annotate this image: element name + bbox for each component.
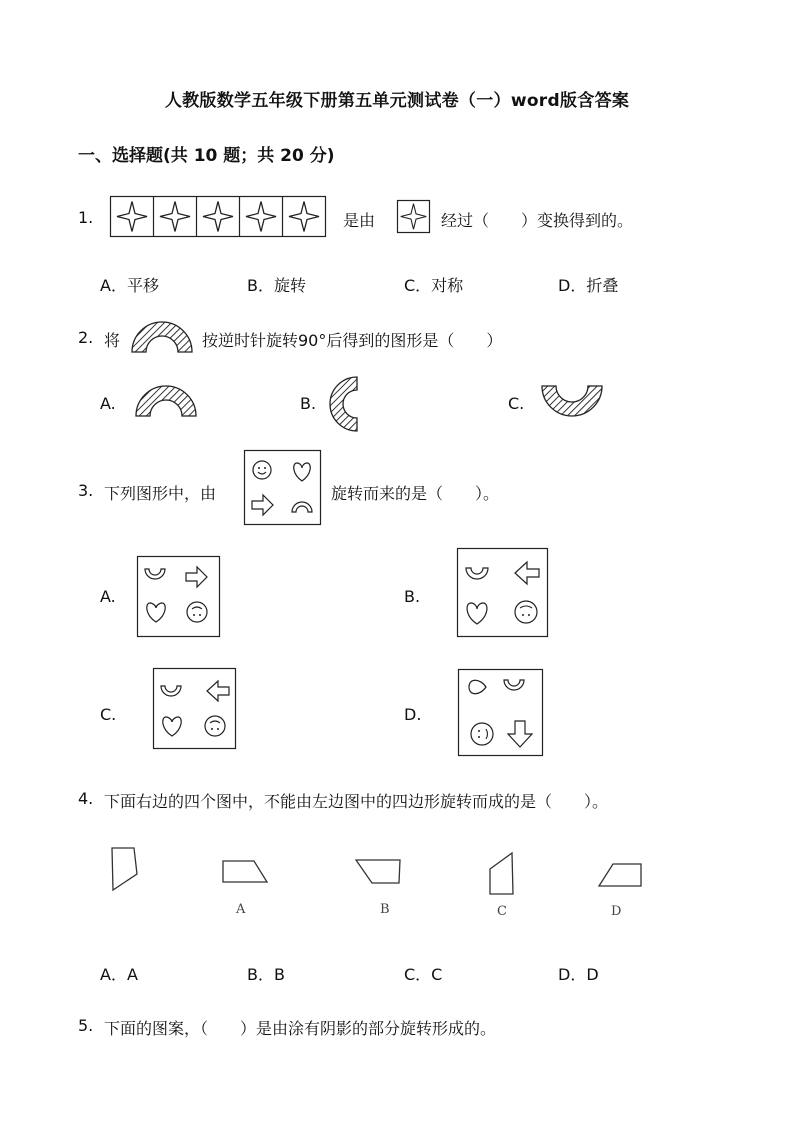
q2-option-b-figure[interactable] [331,376,359,432]
q1-single-star-figure [397,200,431,234]
q2-text-a: 将 [104,331,121,350]
q2-number: 2. [78,328,94,347]
q4-option-b[interactable]: B．B [247,965,285,984]
q3-reference-figure [244,450,322,526]
q2-option-a[interactable]: A. [100,394,116,413]
q4-reference-quadrilateral [108,846,140,892]
q3-option-a-figure[interactable] [137,556,221,638]
q4-figure-d[interactable] [597,861,645,889]
q3-option-c-figure[interactable] [153,668,237,750]
q3-text-a: 下列图形中，由 [104,484,217,503]
q3-text-b: 旋转而来的是（ ）。 [331,484,500,503]
q4-option-c[interactable]: C．C [404,965,443,984]
q4-figure-b-label: B [380,902,390,917]
page-title: 人教版数学五年级下册第五单元测试卷（一）word版含答案 [164,91,630,111]
q3-option-a[interactable]: A. [100,587,116,606]
q4-figure-a-label: A [236,902,246,917]
q2-option-a-figure[interactable] [135,384,197,418]
q1-option-a[interactable]: A．平移 [100,276,159,295]
q4-option-d[interactable]: D．D [558,965,599,984]
q4-figure-c-label: C [497,904,507,919]
q3-number: 3. [78,481,94,500]
q4-option-a[interactable]: A．A [100,965,138,984]
q1-number: 1. [78,208,94,227]
q2-option-c[interactable]: C. [508,394,525,413]
q1-text-b: 经过（ ）变换得到的。 [441,211,634,230]
q4-number: 4. [78,789,94,808]
q3-option-d-figure[interactable] [458,669,544,757]
q2-text-b: 按逆时针旋转90°后得到的图形是（ ） [202,331,503,350]
q1-text-a: 是由 [343,211,376,230]
q3-option-b[interactable]: B. [404,587,421,606]
q1-option-d[interactable]: D．折叠 [558,276,619,295]
q5-number: 5. [78,1016,94,1035]
section-heading: 一、选择题(共 10 题；共 20 分) [78,146,335,166]
q1-star-strip-figure [110,196,326,238]
q3-option-c[interactable]: C. [100,705,117,724]
q2-option-b[interactable]: B. [300,394,317,413]
q4-figure-a[interactable] [220,858,270,886]
q2-option-c-figure[interactable] [541,385,603,419]
q4-figure-d-label: D [611,904,622,919]
q3-option-d[interactable]: D. [404,705,422,724]
q5-text: 下面的图案，（ ）是由涂有阴影的部分旋转形成的。 [104,1019,497,1038]
q4-text: 下面右边的四个图中，不能由左边图中的四边形旋转而成的是（ ）。 [104,792,609,811]
q3-option-b-figure[interactable] [457,548,549,638]
q2-arch-figure [131,320,193,354]
q4-figure-c[interactable] [487,851,517,897]
q1-option-b[interactable]: B．旋转 [247,276,306,295]
q1-option-c[interactable]: C．对称 [404,276,464,295]
q4-figure-b[interactable] [354,857,404,887]
